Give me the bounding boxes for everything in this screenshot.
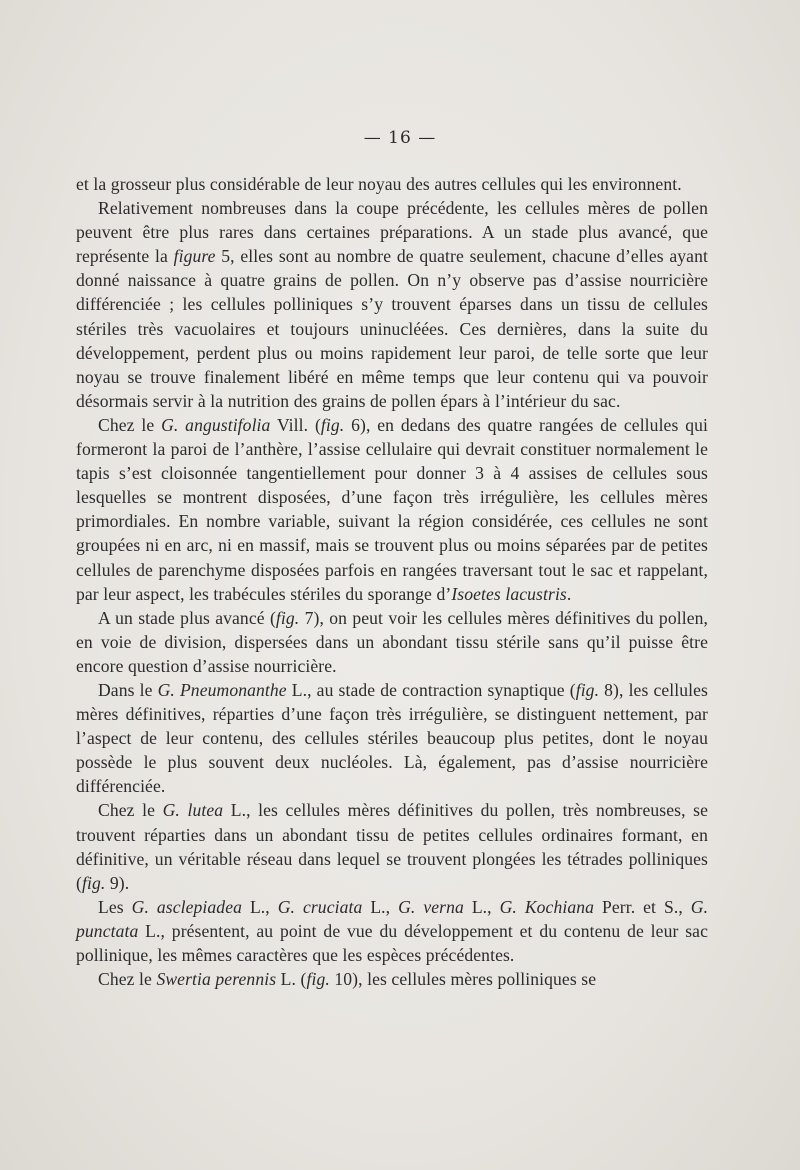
- paragraph: [76, 798, 708, 894]
- paragraph: [76, 678, 708, 798]
- italic-text: G. Pneumonanthe: [157, 679, 287, 700]
- text-run: L.,: [463, 896, 500, 917]
- paragraph: [76, 967, 708, 991]
- text-run: 6), en dedans des quatre rangées de cellules qui formeront la paroi de l’anthère, l’assise cellulaire qui devrait constituer normalement le tapis s’est cloisonnée tangentiellement pour donner 3 à 4 assises de cellules sous lesquelles se montrent disposées, d’une façon très irrégulière, les cellules mères primordiales. En nombre variable, suivant la région considérée, ces cellules ne sont groupées ni en arc, ni en massif, mais se trouvent plus ou moins séparées par de petites cellules de parenchyme disposées parfois en rangées traversant tout le sac et rappelant, par leur aspect, les trabécules stériles du sporange d’: [76, 414, 708, 604]
- text-run: L., présentent, au point de vue du développement et du contenu de leur sac pollinique, les mêmes caractères que les espèces précédentes.: [76, 920, 708, 965]
- text-run: Chez le: [98, 969, 157, 990]
- text-run: Chez le: [98, 800, 163, 821]
- italic-text: G. lutea: [162, 800, 224, 821]
- text-run: L. (: [276, 969, 307, 990]
- paragraph: [76, 895, 708, 967]
- italic-text: G. Kochiana: [499, 896, 595, 917]
- text-run: Chez le: [98, 414, 162, 435]
- text-run: L.,: [242, 896, 278, 917]
- text-run: Vill. (: [270, 414, 321, 435]
- italic-text: fig.: [320, 414, 345, 435]
- text-run: 9).: [105, 872, 130, 893]
- paragraph: [76, 172, 708, 196]
- text-run: L., au stade de contraction synaptique (: [286, 679, 576, 700]
- text-run: A un stade plus avancé (: [98, 607, 276, 628]
- text-run: Relativement nombreuses dans la coupe précédente, les cellules mères de pollen peuvent être plus rares dans certaines préparations. A un stade plus avancé, que représente la: [76, 198, 708, 267]
- text-run: 5, elles sont au nombre de quatre seulement, chacune d’elles ayant donné naissance à quatre grains de pollen. On n’y observe pas d’assise nourricière différenciée ; les cellules polliniques s’y trouvent éparses dans un tissu de cellules stériles très vacuolaires et toujours uninucléées. Ces dernières, dans la suite du développement, perdent plus ou moins rapidement leur paroi, de telle sorte que leur noyau se trouve finalement libéré en même temps que leur contenu qui va pouvoir désormais servir à la nutrition des grains de pollen épars à l’intérieur du sac.: [76, 246, 708, 411]
- italic-text: Isoetes lacustris: [451, 583, 567, 604]
- italic-text: G. punctata: [76, 896, 709, 941]
- italic-text: fig.: [306, 969, 330, 990]
- text-run: 8), les cellules mères définitives, réparties d’une façon très irrégulière, se distinguent nettement, par l’aspect de leur contenu, des cellules stériles beaucoup plus petites, dont le noyau possède le plus souvent deux nucléoles. Là, également, pas d’assise nourricière différenciée.: [76, 679, 709, 797]
- paragraph: [76, 606, 708, 678]
- body-text: [76, 172, 708, 991]
- text-run: Les: [98, 896, 132, 917]
- italic-text: G. verna: [398, 896, 464, 917]
- italic-text: G. angustifolia: [161, 414, 271, 435]
- italic-text: Swertia perennis: [156, 969, 277, 990]
- text-run: L., les cellules mères définitives du pollen, très nombreuses, se trouvent réparties dans un abondant tissu de petites cellules ordinaires formant, en définitive, un véritable réseau dans lequel se trouvent plongées les tétrades polliniques (: [76, 800, 709, 893]
- text-run: Dans le: [98, 679, 158, 700]
- page-number: — 16 —: [363, 128, 437, 148]
- italic-text: fig.: [575, 679, 600, 700]
- italic-text: figure: [173, 246, 216, 267]
- italic-text: G. asclepiadea: [131, 896, 243, 917]
- italic-text: fig.: [81, 872, 106, 893]
- text-run: .: [566, 583, 572, 604]
- text-run: L.,: [362, 896, 399, 917]
- text-run: Perr. et S.,: [594, 896, 691, 917]
- text-run: 7), on peut voir les cellules mères définitives du pollen, en voie de division, dispersées dans un abondant tissu stérile sans qu’il puisse être encore question d’assise nourricière.: [76, 607, 708, 676]
- text-run: et la grosseur plus considérable de leur noyau des autres cellules qui les environnent.: [76, 174, 682, 194]
- paragraph: [76, 196, 708, 413]
- italic-text: G. cruciata: [277, 896, 363, 917]
- text-run: 10), les cellules mères polliniques se: [329, 969, 597, 990]
- paragraph: [76, 413, 708, 606]
- italic-text: fig.: [275, 607, 300, 628]
